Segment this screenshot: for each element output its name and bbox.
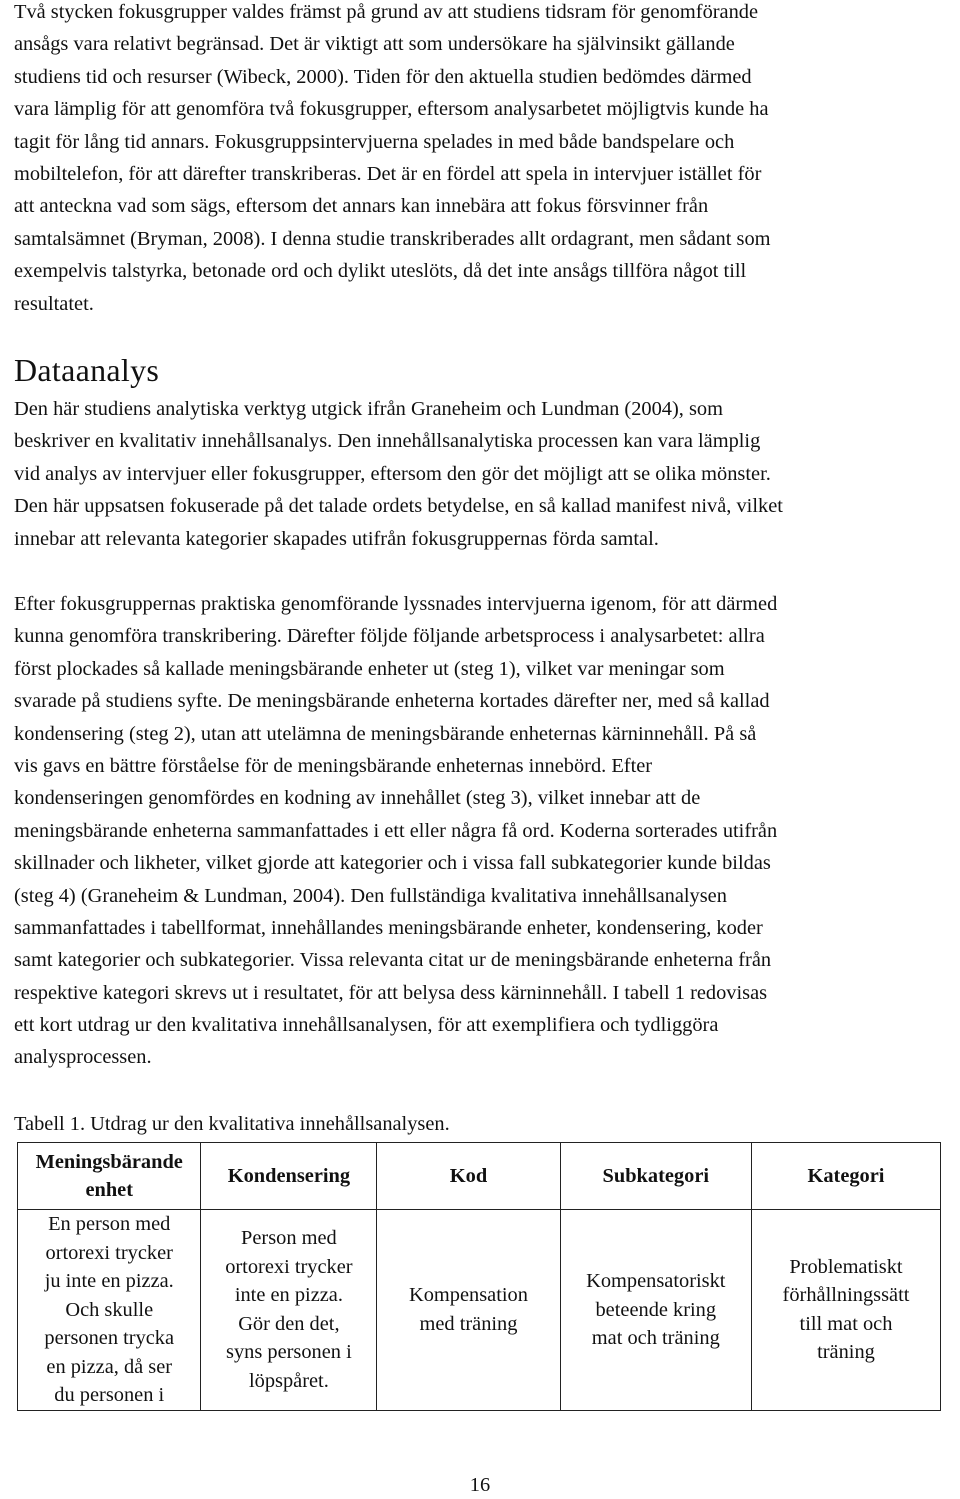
column-header-meaning-unit [18, 1143, 201, 1210]
header-line: Meningsbärande [35, 1150, 183, 1173]
page-number: 16 [469, 1474, 491, 1496]
text-line: samtalsämnet (Bryman, 2008). I denna studie transkriberades allt ordagrant, men sådant som [14, 227, 771, 250]
column-header-category [751, 1143, 940, 1210]
text-line: Den här studiens analytiska verktyg utgick ifrån Graneheim och Lundman (2004), som [14, 398, 723, 420]
text-line: studiens tid och resurser (Wibeck, 2000). Tiden för den aktuella studien bedömdes därmed [14, 65, 752, 88]
text-line: Den här uppsatsen fokuserade på det talade ordets betydelse, en så kallad manifest nivå, vilket [14, 495, 783, 518]
cell-line: förhållningssätt [782, 1284, 910, 1307]
header-line: enhet [85, 1179, 134, 1201]
table-header-row [18, 1143, 941, 1210]
header-line: Kod [449, 1164, 488, 1187]
paragraph-focus-groups [14, 0, 771, 320]
cell-line: ortorexi trycker [225, 1255, 353, 1278]
text-line: beskriver en kvalitativ innehållsanalys. Den innehållsanalytiska processen kan vara lämplig [14, 430, 761, 453]
cell-subcategory [560, 1210, 751, 1411]
cell-line: syns personen i [226, 1341, 352, 1364]
cell-line: beteende kring [595, 1298, 717, 1321]
header-line: Kondensering [227, 1164, 351, 1187]
text-line: innebar att relevanta kategorier skapades utifrån fokusgruppernas förda samtal. [14, 527, 659, 550]
cell-line: Kompensation [409, 1284, 528, 1307]
column-header-code [377, 1143, 560, 1210]
text-line: Efter fokusgruppernas praktiska genomförande lyssnades intervjuerna igenom, för att därmed [14, 593, 778, 615]
cell-line: du personen i [54, 1384, 165, 1406]
paragraph-analysis-process [14, 588, 777, 1074]
text-line: Två stycken fokusgrupper valdes främst på grund av att studiens tidsram för genomförande [14, 1, 759, 23]
content-analysis-table [17, 1142, 941, 1411]
text-line: meningsbärande enheterna sammanfattades i ett eller några få ord. Koderna sorterades utifrån [14, 819, 778, 842]
cell-line: Kompensatoriskt [586, 1270, 726, 1292]
cell-line: Gör den det, [238, 1312, 340, 1335]
cell-condensation [201, 1210, 377, 1411]
cell-meaning-unit [18, 1210, 201, 1411]
cell-category [751, 1210, 940, 1411]
text-line: ansågs vara relativt begränsad. Det är viktigt att som undersökare ha självinsikt gällande [14, 33, 735, 56]
cell-line: ortorexi trycker [45, 1241, 173, 1264]
text-line: kondensering (steg 2), utan att utelämna de meningsbärande enheternas kärninnehåll. På så [14, 722, 757, 745]
header-line: Subkategori [602, 1164, 710, 1187]
text-line: vis gavs en bättre förståelse för de meningsbärande enheternas innebörd. Efter [14, 754, 653, 777]
column-header-subcategory [560, 1143, 751, 1210]
table-caption: Tabell 1. Utdrag ur den kvalitativa innehållsanalysen. [14, 1113, 450, 1135]
text-line: svarade på studiens syfte. De meningsbärande enheterna kortades därefter ner, med så kallad [14, 690, 770, 713]
cell-line: Och skulle [65, 1298, 154, 1321]
table-row [18, 1210, 941, 1411]
text-line: samt kategorier och subkategorier. Vissa relevanta citat ur de meningsbärande enheterna från [14, 949, 772, 972]
cell-line: Problematiskt [789, 1255, 903, 1278]
text-line: vara lämplig för att genomföra två fokusgrupper, eftersom analysarbetet möjligtvis kunde ha [14, 98, 769, 121]
cell-line: en pizza, då ser [46, 1355, 173, 1378]
cell-line: med träning [419, 1312, 518, 1335]
text-line: (steg 4) (Graneheim & Lundman, 2004). Den fullständiga kvalitativa innehållsanalysen [14, 884, 727, 907]
text-line: sammanfattades i tabellformat, innehållandes meningsbärande enheter, kondensering, koder [14, 916, 763, 939]
column-header-condensation [201, 1143, 377, 1210]
text-line: respektive kategori skrevs ut i resultatet, för att belysa dess kärninnehåll. I tabell 1 redovisas [14, 981, 768, 1004]
text-line: analysprocessen. [14, 1046, 152, 1069]
text-line: kunna genomföra transkribering. Därefter följde följande arbetsprocess i analysarbetet: allra [14, 625, 765, 648]
text-line: mobiltelefon, för att därefter transkriberas. Det är en fördel att spela in intervjuer istället för [14, 162, 762, 185]
text-line: först plockades så kallade meningsbärande enheter ut (steg 1), vilket var meningar som [14, 657, 725, 680]
cell-line: En person med [48, 1213, 171, 1235]
cell-line: inte en pizza. [234, 1284, 343, 1307]
text-line: skillnader och likheter, vilket gjorde att kategorier och i vissa fall subkategorier kunde bildas [14, 852, 771, 875]
cell-line: mat och träning [591, 1327, 720, 1349]
text-line: vid analys av intervjuer eller fokusgrupper, eftersom den gör det möjligt att se olika mönster. [14, 462, 771, 485]
cell-code [377, 1210, 560, 1411]
section-heading: Dataanalys [14, 352, 160, 388]
text-line: kondenseringen genomfördes en kodning av innehållet (steg 3), vilket innebar att de [14, 787, 701, 810]
text-line: tagit för lång tid annars. Fokusgruppsintervjuerna spelades in med både bandspelare och [14, 130, 735, 153]
cell-line: ju inte en pizza. [44, 1270, 174, 1292]
header-line: Kategori [807, 1164, 885, 1187]
text-line: resultatet. [14, 292, 94, 315]
cell-line: Person med [241, 1227, 337, 1250]
text-line: att anteckna vad som sägs, eftersom det annars kan innebära att fokus försvinner från [14, 195, 709, 218]
text-line: exempelvis talstyrka, betonade ord och dylikt uteslöts, då det inte ansågs tillföra något till [14, 260, 747, 283]
cell-line: löpspåret. [248, 1369, 329, 1392]
paragraph-analysis-tool [14, 393, 783, 555]
cell-line: personen trycka [44, 1327, 175, 1349]
cell-line: till mat och [799, 1312, 893, 1335]
cell-line: träning [817, 1341, 875, 1364]
text-line: ett kort utdrag ur den kvalitativa innehållsanalysen, för att exemplifiera och tydliggöra [14, 1014, 719, 1037]
